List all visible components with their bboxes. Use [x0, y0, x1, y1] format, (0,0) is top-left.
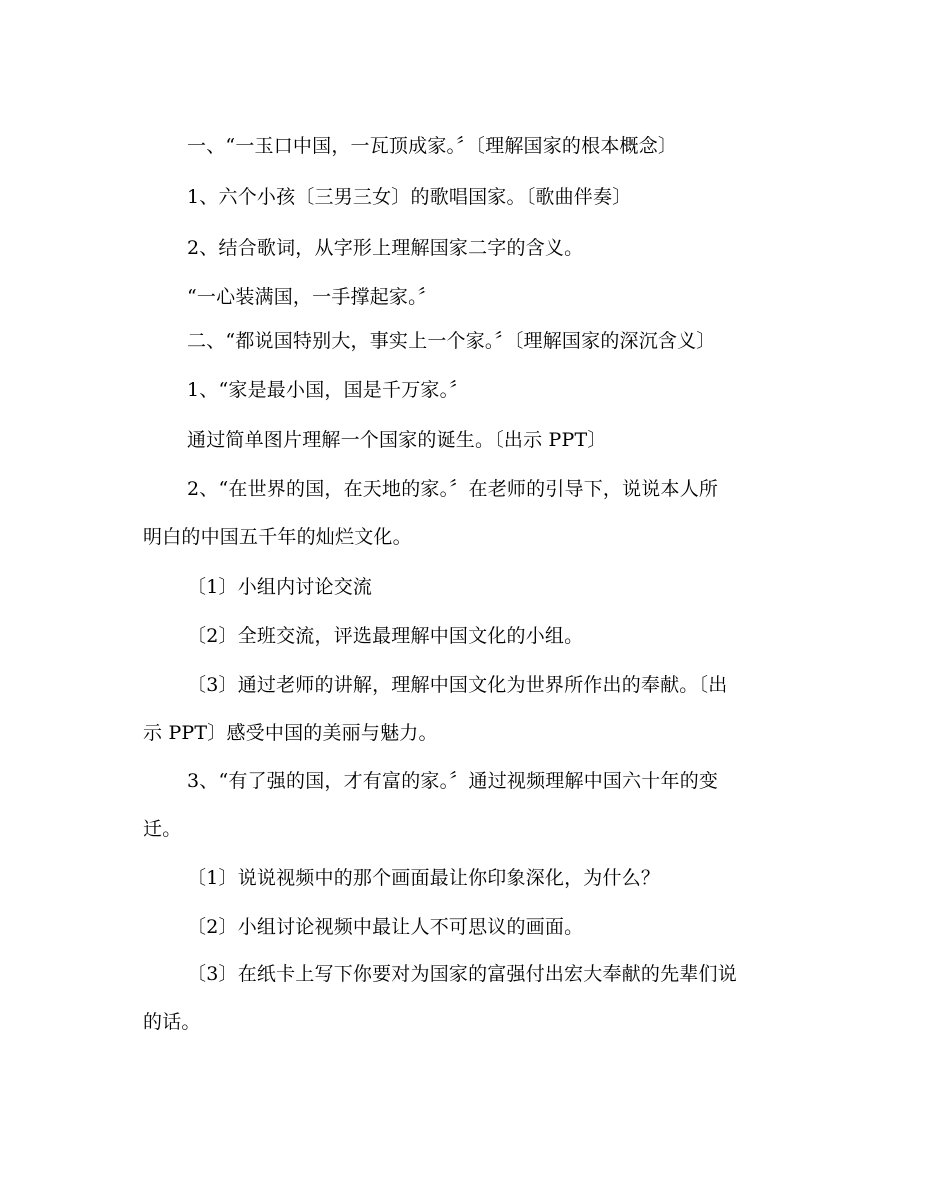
list-item: 〔2〕全班交流，评选最理解中国文化的小组。 [187, 625, 584, 647]
section-heading-2: 二、“都说国特别大，事实上一个家。〞〔理解国家的深沉含义〕 [187, 330, 716, 352]
paragraph-line: 1、六个小孩〔三男三女〕的歌唱国家。〔歌曲伴奏〕 [187, 186, 632, 208]
paragraph-line-continued: 明白的中国五千年的灿烂文化。 [143, 526, 412, 548]
list-item: 〔2〕小组讨论视频中最让人不可思议的画面。 [187, 916, 584, 938]
list-item: 〔3〕通过老师的讲解，理解中国文化为世界所作出的奉献。〔出 [187, 674, 728, 696]
list-item-continued: 示 PPT〕感受中国的美丽与魅力。 [143, 722, 438, 744]
list-item: 〔1〕说说视频中的那个画面最让你印象深化，为什么？ [187, 867, 661, 889]
quote-line: “一心装满国，一手撑起家。〞 [187, 286, 438, 308]
paragraph-line: 通过简单图片理解一个国家的诞生。〔出示 PPT〕 [187, 429, 607, 451]
section-heading-1: 一、“一玉口中国，一瓦顶成家。〞〔理解国家的根本概念〕 [187, 135, 678, 157]
list-item: 〔1〕小组内讨论交流 [187, 576, 373, 598]
paragraph-line: 2、结合歌词，从字形上理解国家二字的含义。 [187, 237, 584, 259]
paragraph-line: 3、“有了强的国，才有富的家。〞通过视频理解中国六十年的变 [187, 770, 719, 792]
paragraph-line: 1、“家是最小国，国是千万家。〞 [187, 379, 469, 401]
paragraph-line: 2、“在世界的国，在天地的家。〞在老师的引导下，说说本人所 [187, 478, 719, 500]
list-item: 〔3〕在纸卡上写下你要对为国家的富强付出宏大奉献的先辈们说 [187, 963, 737, 985]
list-item-continued: 的话。 [143, 1011, 201, 1033]
paragraph-line-continued: 迁。 [143, 818, 182, 840]
